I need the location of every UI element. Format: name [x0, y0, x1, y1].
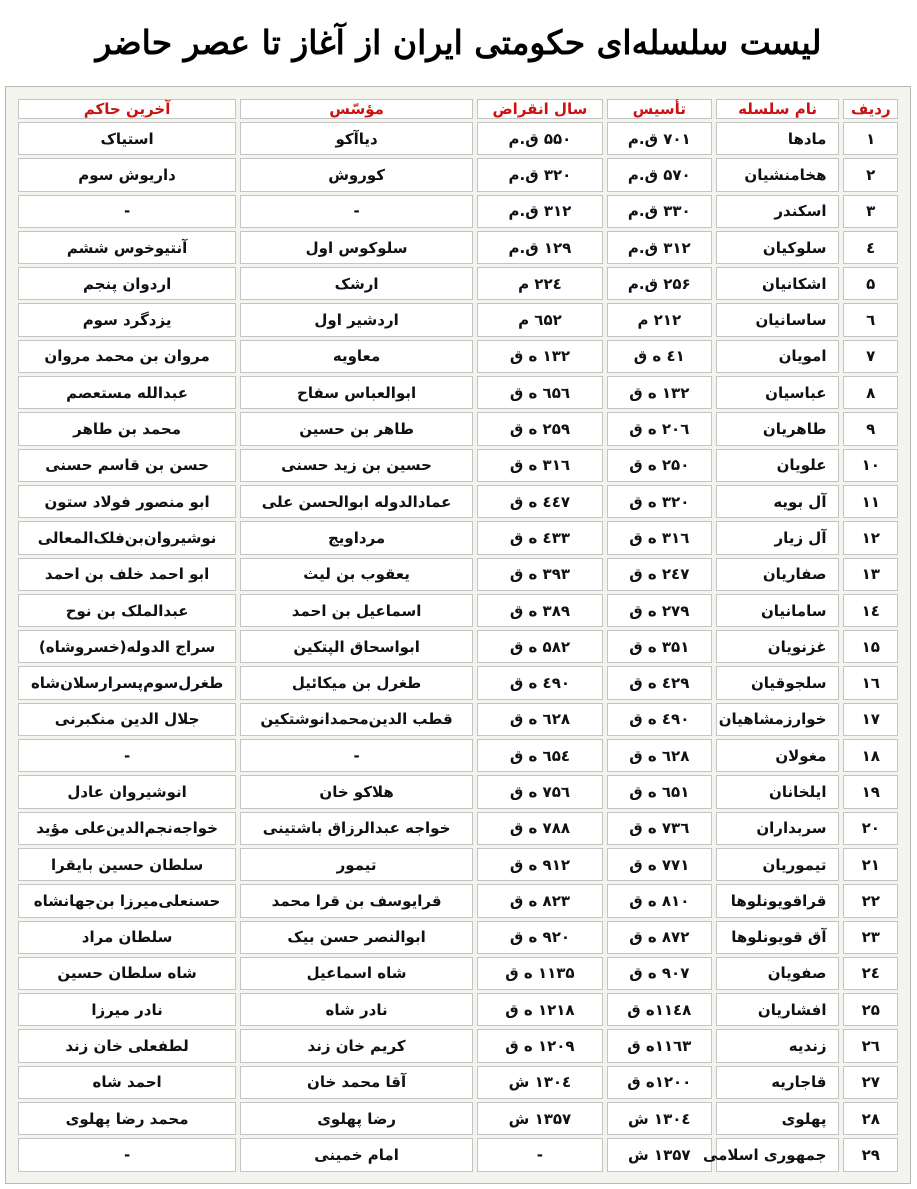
cell-founded: ۲۵۰ ه ق [607, 449, 712, 482]
cell-fall-year: - [477, 1138, 603, 1172]
cell-dynasty-name: سامانیان [716, 594, 840, 627]
cell-row-number: ۲۱ [843, 848, 898, 881]
cell-founded: ۷۳٦ ه ق [607, 812, 712, 845]
table-row [18, 412, 898, 445]
cell-row-number: ۲٦ [843, 1029, 898, 1062]
cell-founder: مرداویج [240, 521, 473, 554]
table-row [18, 340, 898, 373]
cell-row-number: ٤ [843, 231, 898, 264]
table-row [18, 594, 898, 627]
cell-founder: ابواسحاق الپتکین [240, 630, 473, 663]
cell-fall-year: ۱۲۱۸ ه ق [477, 993, 603, 1026]
cell-founded: ۱۳۵۷ ش [607, 1138, 712, 1172]
table-row [18, 1138, 898, 1172]
cell-last-ruler: نوشیروان‌بن‌فلک‌المعالی [18, 521, 236, 554]
cell-last-ruler: انوشیروان عادل [18, 775, 236, 808]
page-title: لیست سلسله‌ای حکومتی ایران از آغاز تا عصر حاضر [95, 22, 822, 62]
cell-row-number: ۱٤ [843, 594, 898, 627]
cell-last-ruler: مروان بن محمد مروان [18, 340, 236, 373]
cell-founder: - [240, 195, 473, 228]
cell-founder: دیاآکو [240, 122, 473, 155]
cell-founder: طاهر بن حسین [240, 412, 473, 445]
cell-founded: ۲٤۷ ه ق [607, 558, 712, 591]
cell-fall-year: ٦۵٤ ه ق [477, 739, 603, 772]
cell-last-ruler: لطفعلی خان زند [18, 1029, 236, 1062]
cell-row-number: ۱٦ [843, 666, 898, 699]
cell-dynasty-name: صفاریان [716, 558, 840, 591]
cell-fall-year: ٦۵٦ ه ق [477, 376, 603, 409]
cell-last-ruler: سلطان حسین بایقرا [18, 848, 236, 881]
cell-dynasty-name: زندیه [716, 1029, 840, 1062]
cell-row-number: ۲۰ [843, 812, 898, 845]
cell-dynasty-name: اسکندر [716, 195, 840, 228]
cell-last-ruler: آنتیوخوس ششم [18, 231, 236, 264]
cell-last-ruler: جلال الدین منکبرنی [18, 703, 236, 736]
cell-last-ruler: نادر میرزا [18, 993, 236, 1026]
cell-last-ruler: یزدگرد سوم [18, 303, 236, 336]
cell-founded: ۷۰۱ ق.م [607, 122, 712, 155]
table-row [18, 195, 898, 228]
cell-founder: شاه اسماعیل [240, 957, 473, 990]
cell-row-number: ۸ [843, 376, 898, 409]
cell-last-ruler: محمد بن طاهر [18, 412, 236, 445]
cell-fall-year: ۳۱٦ ه ق [477, 449, 603, 482]
cell-row-number: ۲۵ [843, 993, 898, 1026]
cell-fall-year: ۸۲۳ ه ق [477, 884, 603, 917]
cell-dynasty-name: خوارزمشاهیان [716, 703, 840, 736]
cell-last-ruler: ابو منصور فولاد ستون [18, 485, 236, 518]
cell-founded: ٦۲۸ ه ق [607, 739, 712, 772]
table-row [18, 303, 898, 336]
cell-last-ruler: حسنعلی‌میرزا بن‌جهانشاه [18, 884, 236, 917]
cell-founded: ۳۲۰ ه ق [607, 485, 712, 518]
cell-fall-year: ۵۸۲ ه ق [477, 630, 603, 663]
cell-dynasty-name: طاهریان [716, 412, 840, 445]
cell-founded: ۱۳۲ ه ق [607, 376, 712, 409]
cell-fall-year: ۱۳۵۷ ش [477, 1102, 603, 1135]
cell-founded: ۳۵۱ ه ق [607, 630, 712, 663]
table-row [18, 993, 898, 1026]
cell-row-number: ۵ [843, 267, 898, 300]
cell-last-ruler: حسن بن قاسم حسنی [18, 449, 236, 482]
table-row [18, 775, 898, 808]
table-row [18, 231, 898, 264]
table-row [18, 558, 898, 591]
cell-dynasty-name: امویان [716, 340, 840, 373]
cell-last-ruler: - [18, 739, 236, 772]
table-row [18, 957, 898, 990]
cell-founder: حسین بن زید حسنی [240, 449, 473, 482]
header-row [18, 99, 898, 119]
table-row [18, 267, 898, 300]
cell-founded: ۱۳۰٤ ش [607, 1102, 712, 1135]
cell-founder: قرایوسف بن قرا محمد [240, 884, 473, 917]
cell-dynasty-name: مادها [716, 122, 840, 155]
cell-fall-year: ۳۲۰ ق.م [477, 158, 603, 191]
cell-founded: ۹۰۷ ه ق [607, 957, 712, 990]
cell-founder: تیمور [240, 848, 473, 881]
cell-last-ruler: داریوش سوم [18, 158, 236, 191]
cell-row-number: ۱۱ [843, 485, 898, 518]
cell-row-number: ۲ [843, 158, 898, 191]
cell-row-number: ۹ [843, 412, 898, 445]
cell-founded: ۱۱٤۸ه ق [607, 993, 712, 1026]
cell-fall-year: ٤٤۷ ه ق [477, 485, 603, 518]
table-row [18, 485, 898, 518]
table-row [18, 376, 898, 409]
cell-row-number: ۲۹ [843, 1138, 898, 1172]
cell-founded: ۱۱٦۳ه ق [607, 1029, 712, 1062]
cell-fall-year: ٦۵۲ م [477, 303, 603, 336]
cell-last-ruler: خواجه‌نجم‌الدین‌علی مؤید [18, 812, 236, 845]
cell-row-number: ۱۷ [843, 703, 898, 736]
cell-founded: ۲۷۹ ه ق [607, 594, 712, 627]
cell-fall-year: ۱۱۳۵ ه ق [477, 957, 603, 990]
cell-founded: ۲۰٦ ه ق [607, 412, 712, 445]
cell-row-number: ۲۸ [843, 1102, 898, 1135]
cell-dynasty-name: سلوکیان [716, 231, 840, 264]
cell-row-number: ۱۸ [843, 739, 898, 772]
cell-founder: خواجه عبدالرزاق باشتینی [240, 812, 473, 845]
cell-founded: ٤۹۰ ه ق [607, 703, 712, 736]
cell-dynasty-name: افشاریان [716, 993, 840, 1026]
header-dynasty-name: نام سلسله [716, 99, 840, 119]
cell-dynasty-name: ایلخانان [716, 775, 840, 808]
cell-founder: ابوالعباس سفاح [240, 376, 473, 409]
table-row [18, 739, 898, 772]
table-row [18, 158, 898, 191]
cell-row-number: ۲۳ [843, 921, 898, 954]
cell-founder: معاویه [240, 340, 473, 373]
cell-fall-year: ٤۹۰ ه ق [477, 666, 603, 699]
cell-last-ruler: سراج الدوله(خسروشاه) [18, 630, 236, 663]
cell-founder: امام خمینی [240, 1138, 473, 1172]
cell-fall-year: ٦۲۸ ه ق [477, 703, 603, 736]
cell-fall-year: ۱۲۰۹ ه ق [477, 1029, 603, 1062]
table-row [18, 848, 898, 881]
cell-fall-year: ۳۸۹ ه ق [477, 594, 603, 627]
cell-last-ruler: طغرل‌سوم‌پسر‌ارسلان‌شاه [18, 666, 236, 699]
table-row [18, 521, 898, 554]
cell-founder: - [240, 739, 473, 772]
cell-last-ruler: عبدالملک بن نوح [18, 594, 236, 627]
cell-fall-year: ٤۳۳ ه ق [477, 521, 603, 554]
cell-dynasty-name: قاجاریه [716, 1066, 840, 1099]
cell-founded: ٤۲۹ ه ق [607, 666, 712, 699]
cell-founder: ابوالنصر حسن بیک [240, 921, 473, 954]
header-fall-year: سال انقراض [477, 99, 603, 119]
table-row [18, 122, 898, 155]
cell-dynasty-name: آل زیار [716, 521, 840, 554]
table-row [18, 921, 898, 954]
table-body [18, 122, 898, 1172]
dynasty-table [14, 96, 902, 1175]
cell-fall-year: ۷۵٦ ه ق [477, 775, 603, 808]
cell-founder: یعقوب بن لیث [240, 558, 473, 591]
cell-founder: رضا پهلوی [240, 1102, 473, 1135]
cell-row-number: ۷ [843, 340, 898, 373]
cell-last-ruler: ابو احمد خلف بن احمد [18, 558, 236, 591]
cell-fall-year: ۲۵۹ ه ق [477, 412, 603, 445]
cell-founder: سلوکوس اول [240, 231, 473, 264]
cell-founder: نادر شاه [240, 993, 473, 1026]
cell-dynasty-name: قراقویونلوها [716, 884, 840, 917]
cell-dynasty-name: آق قویونلوها [716, 921, 840, 954]
cell-fall-year: ۱۳۰٤ ش [477, 1066, 603, 1099]
table-row [18, 449, 898, 482]
cell-dynasty-name: غزنویان [716, 630, 840, 663]
cell-fall-year: ۵۵۰ ق.م [477, 122, 603, 155]
cell-dynasty-name: عباسیان [716, 376, 840, 409]
cell-row-number: ۱۰ [843, 449, 898, 482]
cell-founder: اسماعیل بن احمد [240, 594, 473, 627]
cell-founder: آقا محمد خان [240, 1066, 473, 1099]
cell-last-ruler: محمد رضا پهلوی [18, 1102, 236, 1135]
cell-last-ruler: احمد شاه [18, 1066, 236, 1099]
cell-row-number: ۱۲ [843, 521, 898, 554]
cell-fall-year: ۲۲٤ م [477, 267, 603, 300]
table-row [18, 666, 898, 699]
cell-row-number: ۲٤ [843, 957, 898, 990]
cell-dynasty-name: جمهوری اسلامی [716, 1138, 840, 1172]
cell-founded: ۳۱۲ ق.م [607, 231, 712, 264]
cell-last-ruler: - [18, 1138, 236, 1172]
cell-dynasty-name: سربداران [716, 812, 840, 845]
cell-founded: ۲۱۲ م [607, 303, 712, 336]
cell-fall-year: ۳۱۲ ق.م [477, 195, 603, 228]
cell-row-number: ۲۷ [843, 1066, 898, 1099]
cell-last-ruler: عبدالله مستعصم [18, 376, 236, 409]
header-row-number: ردیف [843, 99, 898, 119]
cell-founded: ۳۳۰ ق.م [607, 195, 712, 228]
table-row [18, 703, 898, 736]
cell-dynasty-name: علویان [716, 449, 840, 482]
cell-last-ruler: شاه سلطان حسین [18, 957, 236, 990]
cell-dynasty-name: مغولان [716, 739, 840, 772]
cell-founded: ۷۷۱ ه ق [607, 848, 712, 881]
table-row [18, 1102, 898, 1135]
cell-dynasty-name: آل بویه [716, 485, 840, 518]
header-founder: مؤسّس [240, 99, 473, 119]
cell-founded: ٦۵۱ ه ق [607, 775, 712, 808]
cell-row-number: ٦ [843, 303, 898, 336]
cell-dynasty-name: صفویان [716, 957, 840, 990]
cell-fall-year: ۱۳۲ ه ق [477, 340, 603, 373]
cell-fall-year: ۹۱۲ ه ق [477, 848, 603, 881]
cell-founder: اردشیر اول [240, 303, 473, 336]
cell-founded: ۵۷۰ ق.م [607, 158, 712, 191]
cell-founder: کوروش [240, 158, 473, 191]
cell-last-ruler: - [18, 195, 236, 228]
table-frame [5, 86, 911, 1184]
cell-last-ruler: سلطان مراد [18, 921, 236, 954]
header-founded: تأسیس [607, 99, 712, 119]
table-row [18, 884, 898, 917]
header-last-ruler: آخرین حاکم [18, 99, 236, 119]
cell-founder: طغرل بن میکائیل [240, 666, 473, 699]
table-row [18, 630, 898, 663]
cell-founder: کریم خان زند [240, 1029, 473, 1062]
cell-founded: ۳۱٦ ه ق [607, 521, 712, 554]
table-row [18, 812, 898, 845]
cell-fall-year: ۹۲۰ ه ق [477, 921, 603, 954]
cell-founded: ٤۱ ه ق [607, 340, 712, 373]
cell-founded: ۸۷۲ ه ق [607, 921, 712, 954]
cell-founder: هلاکو خان [240, 775, 473, 808]
cell-founded: ۱۲۰۰ه ق [607, 1066, 712, 1099]
cell-last-ruler: اردوان پنجم [18, 267, 236, 300]
cell-row-number: ۲۲ [843, 884, 898, 917]
cell-row-number: ۱۵ [843, 630, 898, 663]
cell-founder: قطب الدین‌محمدانوشتکین [240, 703, 473, 736]
cell-row-number: ۱ [843, 122, 898, 155]
cell-fall-year: ۷۸۸ ه ق [477, 812, 603, 845]
cell-founder: ارشک [240, 267, 473, 300]
cell-founded: ۸۱۰ ه ق [607, 884, 712, 917]
cell-fall-year: ۳۹۳ ه ق [477, 558, 603, 591]
cell-founded: ۲۵۶ ق.م [607, 267, 712, 300]
cell-fall-year: ۱۲۹ ق.م [477, 231, 603, 264]
table-row [18, 1066, 898, 1099]
cell-dynasty-name: اشکانیان [716, 267, 840, 300]
cell-row-number: ۱۹ [843, 775, 898, 808]
cell-last-ruler: استیاک [18, 122, 236, 155]
cell-dynasty-name: پهلوی [716, 1102, 840, 1135]
cell-dynasty-name: سلجوقیان [716, 666, 840, 699]
cell-row-number: ۱۳ [843, 558, 898, 591]
cell-dynasty-name: هخامنشیان [716, 158, 840, 191]
cell-dynasty-name: تیموریان [716, 848, 840, 881]
cell-dynasty-name: ساسانیان [716, 303, 840, 336]
table-row [18, 1029, 898, 1062]
cell-founder: عمادالدوله ابوالحسن علی [240, 485, 473, 518]
cell-row-number: ۳ [843, 195, 898, 228]
